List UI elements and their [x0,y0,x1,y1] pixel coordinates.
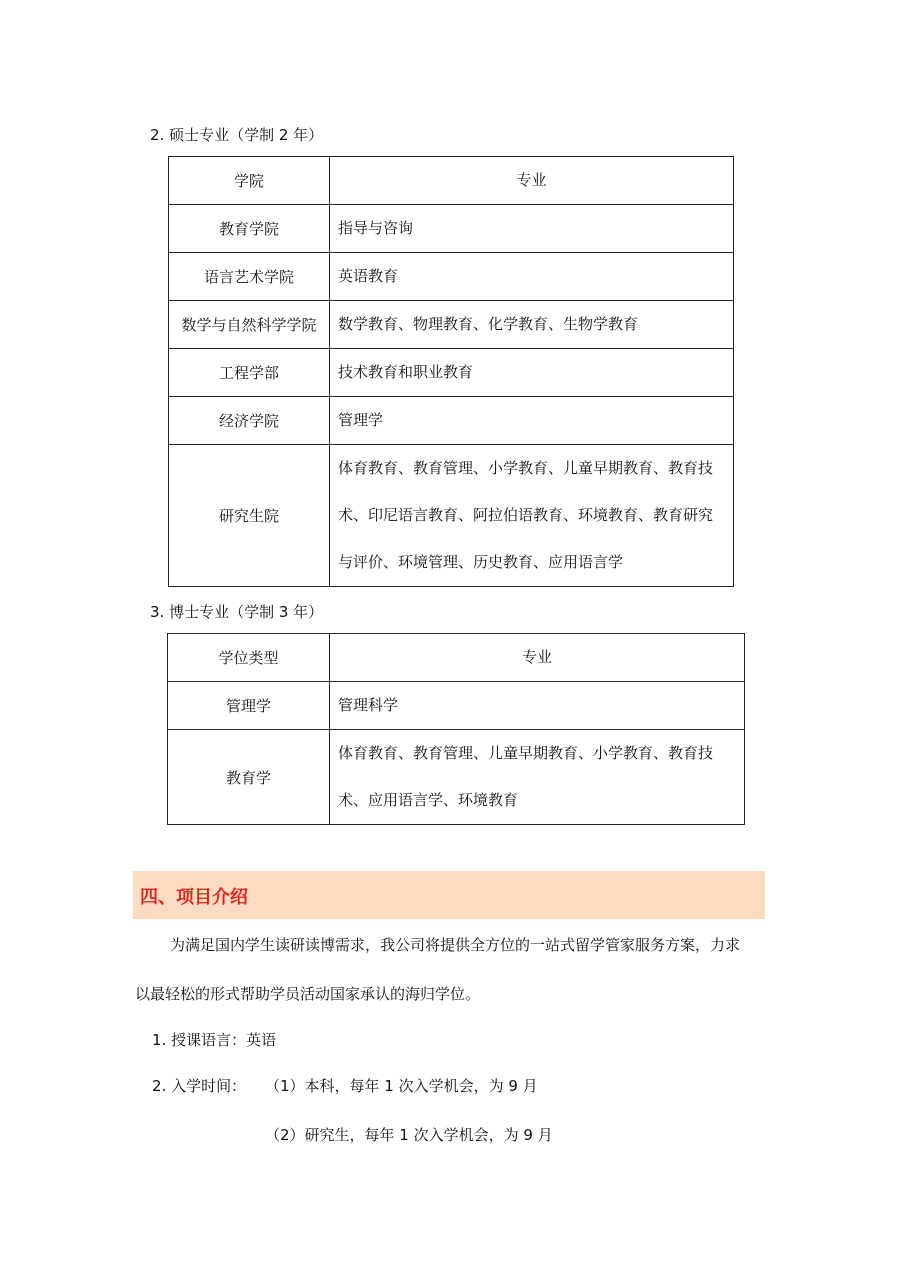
major-cell: 管理科学 [330,682,745,730]
college-cell: 语言艺术学院 [169,253,330,301]
degree-cell: 教育学 [168,730,330,825]
college-cell: 研究生院 [169,445,330,587]
masters-heading: 2. 硕士专业（学制 2 年） [150,126,324,144]
intro-line-2: 以最轻松的形式帮助学员活动国家承认的海归学位。 [135,985,481,1003]
list-item-enrollment-grad: （2）研究生，每年 1 次入学机会，为 9 月 [265,1126,553,1144]
table-row [169,397,734,445]
table-row [169,445,734,587]
college-cell: 经济学院 [169,397,330,445]
doctoral-heading: 3. 博士专业（学制 3 年） [150,603,324,621]
doctoral-table [167,633,745,825]
college-cell: 工程学部 [169,349,330,397]
college-cell: 教育学院 [169,205,330,253]
section-title: 四、项目介绍 [140,887,248,908]
list-item-language: 1. 授课语言：英语 [152,1031,277,1049]
table-row [168,682,745,730]
college-cell: 数学与自然科学学院 [169,301,330,349]
list-item-enrollment-undergrad: （1）本科，每年 1 次入学机会，为 9 月 [265,1077,538,1095]
table-row [169,253,734,301]
major-cell: 数学教育、物理教育、化学教育、生物学教育 [330,301,734,349]
table-row [168,730,745,825]
degree-cell: 管理学 [168,682,330,730]
list-item-enrollment-label: 2. 入学时间： [152,1077,247,1095]
header-major: 专业 [330,157,734,205]
table-header-row [169,157,734,205]
major-cell: 体育教育、教育管理、儿童早期教育、小学教育、教育技术、应用语言学、环境教育 [330,730,745,825]
major-cell: 管理学 [330,397,734,445]
header-degree: 学位类型 [168,634,330,682]
major-cell: 英语教育 [330,253,734,301]
major-cell: 技术教育和职业教育 [330,349,734,397]
table-row [169,301,734,349]
header-major: 专业 [330,634,745,682]
table-header-row [168,634,745,682]
table-row [169,349,734,397]
header-college: 学院 [169,157,330,205]
intro-line-1: 为满足国内学生读研读博需求，我公司将提供全方位的一站式留学管家服务方案，力求 [170,936,741,954]
masters-table [168,156,734,587]
table-row [169,205,734,253]
major-cell: 指导与咨询 [330,205,734,253]
major-cell: 体育教育、教育管理、小学教育、儿童早期教育、教育技术、印尼语言教育、阿拉伯语教育、环境教育、教育研究与评价、环境管理、历史教育、应用语言学 [330,445,734,587]
